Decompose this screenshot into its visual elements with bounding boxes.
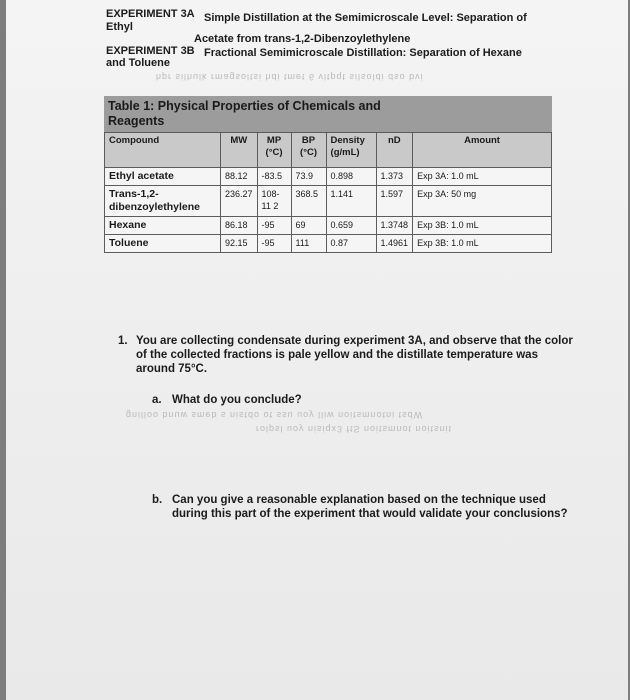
table-cell: 1.597	[376, 186, 413, 217]
table-cell: 73.9	[291, 168, 326, 186]
column-header: MP (°C)	[257, 133, 291, 168]
table-cell: Exp 3A: 1.0 mL	[413, 168, 552, 186]
column-header: Compound	[105, 133, 221, 168]
bleed-through-text: gnilloo bnuw smeb s nistdo ot ssu uoy lliw noitsmnotni tsdW	[126, 410, 424, 420]
column-header: BP (°C)	[291, 133, 326, 168]
table-cell: 111	[291, 235, 326, 253]
table-cell: 69	[291, 217, 326, 235]
table-cell: 92.15	[221, 235, 258, 253]
worksheet-page	[6, 0, 628, 700]
table-row	[105, 168, 552, 186]
table-cell: -95	[257, 217, 291, 235]
compound-cell: Hexane	[105, 217, 221, 235]
question-b-text: Can you give a reasonable explanation based on the technique used during this part of the experiment that would validate your conclusions?	[172, 494, 568, 520]
table-caption	[104, 96, 552, 132]
column-header: nD	[376, 133, 413, 168]
table-cell: 88.12	[221, 168, 258, 186]
question-b-label: b.	[152, 494, 163, 506]
compound-cell: Ethyl acetate	[105, 168, 221, 186]
compound-cell: Trans-1,2-dibenzoylethylene	[105, 186, 221, 217]
table-cell: 0.898	[326, 168, 376, 186]
table-cell: 86.18	[221, 217, 258, 235]
table-cell: Exp 3B: 1.0 mL	[413, 217, 552, 235]
table-cell: 0.87	[326, 235, 376, 253]
table-cell: Exp 3B: 1.0 mL	[413, 235, 552, 253]
table-caption-line2: Reagents	[108, 114, 165, 128]
question-a-label: a.	[152, 394, 162, 406]
properties-table	[104, 132, 552, 253]
table-cell: 1.3748	[376, 217, 413, 235]
exp3a-title: Simple Distillation at the Semimicroscale Level: Separation of	[204, 12, 527, 24]
table-cell: 0.659	[326, 217, 376, 235]
table-cell: -95	[257, 235, 291, 253]
question-a-text: What do you conclude?	[172, 394, 302, 406]
column-header: MW	[221, 133, 258, 168]
column-header: Density (g/mL)	[326, 133, 376, 168]
exp3b-title-continued: and Toluene	[106, 57, 170, 69]
table-cell: -83.5	[257, 168, 291, 186]
exp3b-title: Fractional Semimicroscale Distillation: Separation of Hexane	[204, 47, 522, 59]
table-caption-line1: Table 1: Physical Properties of Chemicals and	[108, 99, 381, 113]
table-cell: 368.5	[291, 186, 326, 217]
exp3a-subtitle: Acetate from trans-1,2-Dibenzoylethylene	[194, 33, 411, 45]
table-header-row	[105, 133, 552, 168]
column-header: Amount	[413, 133, 552, 168]
table-cell: 1.4961	[376, 235, 413, 253]
table-cell: Exp 3A: 50 mg	[413, 186, 552, 217]
question-1-number: 1.	[118, 335, 128, 347]
exp3a-label: EXPERIMENT 3A	[106, 8, 195, 20]
table-row	[105, 217, 552, 235]
table-cell: 108-11 2	[257, 186, 291, 217]
table-row	[105, 186, 552, 217]
table-cell: 236.27	[221, 186, 258, 217]
exp3b-label: EXPERIMENT 3B	[106, 45, 195, 57]
table-row	[105, 235, 552, 253]
exp3a-title-continued: Ethyl	[106, 21, 133, 33]
bleed-through-text: hpr silhulk rmagsoltsi hdi tmet 6 vltpqt silsoldi dso bvi	[156, 72, 424, 82]
compound-cell: Toluene	[105, 235, 221, 253]
table-cell: 1.373	[376, 168, 413, 186]
bleed-through-text: rolpsl uoy nisiqx3 ftS noitsmnot noitsnit	[256, 424, 453, 434]
table-cell: 1.141	[326, 186, 376, 217]
question-1-text: You are collecting condensate during experiment 3A, and observe that the color of the collected fractions is pale yellow and the distillate temperature was around 75°C.	[136, 335, 573, 375]
